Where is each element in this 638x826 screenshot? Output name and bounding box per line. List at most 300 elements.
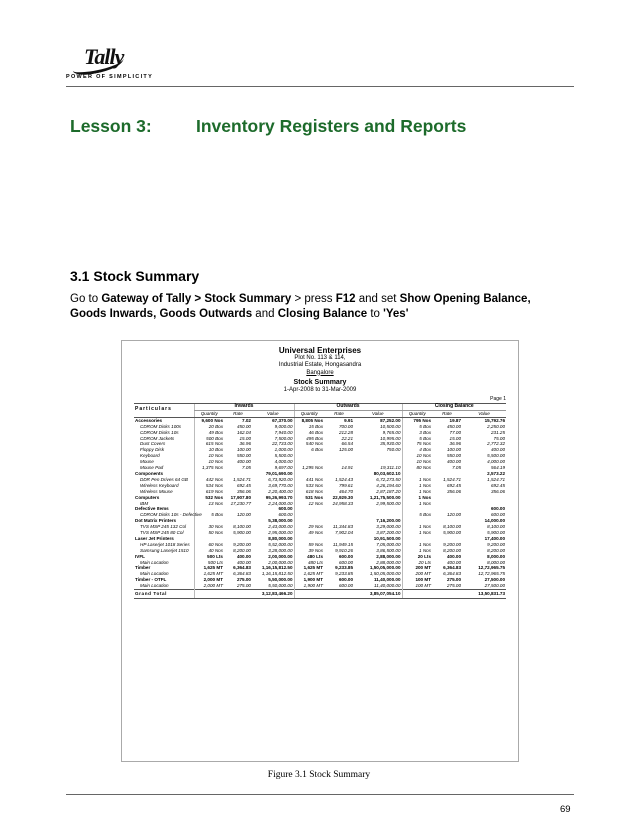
particulars-cell: CDROM Disks 10s - Defective [140,512,202,518]
particulars-cell: Timber [135,565,151,571]
value-cell: 1,16,15,812.50 [261,565,293,571]
value-cell: 212.28 [338,429,354,435]
value-cell: 1 Nos [402,489,432,495]
particulars-cell: Laser Jet Printers [135,535,174,541]
value-cell: 35,930.00 [380,441,401,447]
value-cell: 1 Nos [402,495,432,501]
value-cell: 1,625 MT [194,571,224,577]
value-cell: 3,85,07,054.10 [354,590,402,599]
instruction-fragment: to [367,308,384,320]
value-cell: 5,50,000.00 [268,577,293,583]
value-cell: 95,26,993.70 [265,494,293,500]
particulars-cell: Mouse [140,459,154,465]
value-cell: 3,86,500.00 [376,547,401,553]
col-particulars: Particulars [134,404,194,418]
sub-value: Value [252,410,294,417]
value-cell: 600.00 [490,506,506,512]
value-cell: 1,625 MT [294,571,324,577]
sub-quantity: Quantity [402,410,432,417]
value-cell: 500 Lts [194,560,224,566]
sub-rate: Rate [224,410,252,417]
group-inwards: Inwards [194,404,294,411]
sub-rate: Rate [432,410,462,417]
report-city: Bangalore [306,369,334,376]
value-cell: 464.70 [338,488,354,494]
instruction-fragment: 'Yes' [383,308,409,320]
value-cell: 2,20,400.00 [268,488,293,494]
value-cell: 80 Nos [402,465,432,471]
value-cell: 8,000.00 [487,553,506,559]
value-cell: 1,375 Nos [194,465,224,471]
value-cell: 550.00 [446,453,462,459]
value-cell: 4,000.00 [487,459,506,465]
value-cell: 600.00 [338,583,354,589]
value-cell: 15 Box [294,424,324,430]
value-cell: 692.45 [236,482,251,488]
logo-tagline: POWER OF SIMPLICITY [66,74,154,80]
value-cell: 39 Nos [294,548,324,554]
value-cell: 10 Nos [402,453,432,459]
value-cell: 36.96 [239,441,251,447]
value-cell: 2,88,000.00 [376,559,401,565]
value-cell: 1,625 MT [194,565,224,571]
value-cell: 400.00 [236,459,251,465]
particulars-cell: Computers [135,494,160,500]
value-cell: 15.00 [239,435,251,441]
value-cell: 495 Box [294,436,324,442]
value-cell: 5 Box [402,512,432,518]
value-cell: 8,200.00 [487,547,506,553]
value-cell: 9,200.00 [487,541,506,547]
page-number: 69 [560,804,571,815]
value-cell: 1 Nos [402,542,432,548]
value-cell: 9,233.85 [335,571,354,577]
value-cell: 75.00 [493,435,506,441]
value-cell: 1 Nos [402,501,432,507]
particulars-cell: Mouse Pad [140,465,164,471]
value-cell: 6,73,920.00 [268,476,293,482]
particulars-cell: Grand Total [134,590,194,599]
sub-rate: Rate [324,410,354,417]
grand-total-row [134,590,506,599]
sub-value: Value [354,410,402,417]
value-cell: 799.61 [338,482,354,488]
value-cell: 8,200.00 [443,547,462,553]
value-cell: 77.00 [449,429,462,435]
value-cell: 8,80,000.00 [268,535,293,541]
value-cell: 1,50,05,000.00 [369,565,401,571]
report-period: 1-Apr-2008 to 31-Mar-2009 [283,386,357,393]
value-cell: 10 Nos [194,459,224,465]
value-cell: 275.00 [446,583,462,589]
value-cell: 275.00 [236,583,251,589]
value-cell: 49 Box [194,430,224,436]
report-address-2: Industrial Estate, Hongasandra [278,362,362,368]
value-cell: 400.00 [446,559,462,565]
value-cell: 480 Lts [294,554,324,560]
report-header [134,347,506,394]
value-cell: 12,72,965.75 [478,565,506,571]
value-cell: 22,733.00 [272,441,293,447]
value-cell: 46 Box [294,430,324,436]
value-cell: 6,364.83 [443,565,462,571]
value-cell: 5 Box [402,436,432,442]
value-cell: 9,765.00 [382,429,401,435]
value-cell: 2,000 MT [194,583,224,589]
value-cell [402,590,432,599]
value-cell: 49 Nos [294,530,324,536]
value-cell: 5,900.00 [443,530,462,536]
particulars-cell: TVS MSP 245 80 Col [140,530,184,536]
value-cell: 480 Lts [294,560,324,566]
value-cell: 5,900.00 [233,530,251,536]
value-cell: 17,400.00 [484,535,506,541]
value-cell: 3,69,770.00 [268,482,293,488]
particulars-cell: Defective Items [135,506,169,512]
value-cell: 400.00 [446,553,462,559]
value-cell: 1,16,15,812.50 [261,571,293,577]
value-cell: 400.00 [490,447,506,453]
footer-divider [66,794,574,795]
value-cell: 1,295 Nos [294,465,324,471]
value-cell: 5,38,000.00 [268,518,293,524]
value-cell: 5,500.00 [487,453,506,459]
value-cell: 100.00 [446,447,462,453]
particulars-cell: Main Location [140,583,169,589]
value-cell: 11,949.15 [332,541,354,547]
value-cell: 3,28,000.00 [268,547,293,553]
value-cell: 22,929.30 [332,494,354,500]
value-cell: 2,772.32 [487,441,506,447]
value-cell: 59 Nos [294,542,324,548]
value-cell: 27,500.00 [484,577,506,583]
value-cell: 27,500.00 [484,583,506,589]
particulars-cell: Main Location [140,571,169,577]
particulars-cell: Components [135,470,164,476]
particulars-cell: Floppy Disk [140,447,164,453]
particulars-cell: TVS MSP 245 132 Col [140,524,187,530]
instruction-fragment: > press [291,293,336,305]
value-cell: 3,12,83,466.20 [252,590,294,599]
particulars-cell: DDR Pen Drives 64 GB [140,476,188,482]
value-cell: 19.87 [449,417,462,423]
report-title: Stock Summary [293,379,347,386]
value-cell: 9,697.00 [274,465,293,471]
value-cell: 13 Nos [194,501,224,507]
value-cell: 450.00 [446,423,462,429]
value-cell [224,590,252,599]
value-cell: 540 Nos [294,441,324,447]
value-cell: 442 Nos [194,477,224,483]
value-cell: 356.06 [490,488,506,494]
value-cell: 275.00 [236,577,251,583]
group-outwards: Outwards [294,404,402,411]
value-cell: 200 MT [402,565,432,571]
value-cell: 400.00 [236,559,251,565]
value-cell: 8,100.00 [233,524,251,530]
value-cell: 11,344.83 [332,524,354,530]
value-cell: 1 Nos [402,530,432,536]
value-cell: 2,000 MT [194,577,224,583]
value-cell: 7,16,200.00 [376,518,401,524]
value-cell: 692.45 [446,482,462,488]
value-cell: 7,902.04 [335,530,354,536]
value-cell: 600.00 [338,559,354,565]
value-cell: 7,940.00 [274,429,293,435]
value-cell: 87,252.00 [380,417,401,423]
value-cell: 1,50,05,000.00 [369,571,401,577]
value-cell: 619 Nos [194,489,224,495]
value-cell: 2,573.22 [487,470,506,476]
value-cell: 24,958.33 [332,500,354,506]
value-cell: 533 Nos [294,483,324,489]
value-cell: 400.00 [236,553,251,559]
value-cell [294,590,324,599]
value-cell: 8,100.00 [487,524,506,530]
particulars-cell: Wireless Mouse [140,488,173,494]
value-cell: 17,230.77 [230,500,251,506]
instruction-fragment: and [252,308,278,320]
value-cell: 1,21,75,500.00 [369,494,401,500]
value-cell: 20 Lts [402,560,432,566]
particulars-cell: CDROM Disks 100s [140,423,182,429]
value-cell: 79,01,690.00 [265,470,293,476]
value-cell: 15.00 [449,435,462,441]
value-cell: 6,364.83 [233,565,251,571]
value-cell: 66.54 [341,441,354,447]
value-cell: 564.19 [490,465,506,471]
value-cell: 10,995.00 [380,435,401,441]
instruction-fragment: Show Opening Balance, Goods Inwards, Goods Outwards [70,293,531,320]
particulars-cell: Samsung Laserjet 1510 [140,547,189,553]
value-cell: 100 MT [402,577,432,583]
value-cell: 10,91,500.00 [373,535,401,541]
value-cell: 1 Nos [402,483,432,489]
value-cell: 29 Nos [294,524,324,530]
value-cell: 9,200.00 [443,541,462,547]
particulars-cell: CDROM Jackets [140,435,175,441]
instruction-fragment: Gateway of Tally > Stock Summary [101,293,292,305]
value-cell: 10 Nos [402,459,432,465]
particulars-cell: IVFL [135,553,145,559]
value-cell: 200 MT [402,571,432,577]
lesson-number: Lesson 3: [70,116,152,136]
value-cell: 2,24,000.00 [268,500,293,506]
value-cell: 100.00 [236,447,251,453]
value-cell: 1,524.43 [335,476,354,482]
particulars-cell: IBM [140,500,149,506]
value-cell: 5,52,000.00 [268,541,293,547]
value-cell: 532 Nos [194,495,224,501]
particulars-cell: HP Laserjet 1018 Series [140,541,190,547]
value-cell: 120.00 [446,512,462,518]
value-cell: 5,50,000.00 [268,583,293,589]
value-cell: 8,805 Nos [294,417,324,423]
value-cell: 500 Box [194,436,224,442]
value-cell: 8,200.00 [233,547,251,553]
value-cell: 531 Nos [294,495,324,501]
particulars-cell: Keyboard [140,453,160,459]
value-cell: 5,900.00 [487,530,506,536]
value-cell: 13,50,831.73 [462,590,506,599]
value-cell: 618 Nos [294,489,324,495]
value-cell: 7.05 [452,465,462,471]
value-cell: 600.00 [338,577,354,583]
value-cell: 11,40,000.00 [374,583,401,589]
value-cell: 12 Nos [294,501,324,507]
value-cell: 600.00 [338,553,354,559]
value-cell: 100 MT [402,583,432,589]
value-cell: 3 Box [402,430,432,436]
value-cell: 2,250.00 [487,423,506,429]
value-cell: 125.00 [338,447,354,453]
value-cell: 1,900 MT [294,583,324,589]
value-cell: 2,43,000.00 [268,524,293,530]
value-cell: 2,99,500.00 [376,500,401,506]
group-closing-balance: Closing Balance [402,404,506,411]
value-cell: 6,364.83 [233,571,251,577]
lesson-name: Inventory Registers and Reports [196,116,467,136]
value-cell: 19,311.10 [380,465,401,471]
value-cell: 60 Nos [194,542,224,548]
value-cell: 8,000.00 [487,559,506,565]
sub-quantity: Quantity [294,410,324,417]
value-cell: 795 Nos [402,417,432,423]
figure-caption: Figure 3.1 Stock Summary [267,770,371,780]
tally-logo [66,44,186,84]
value-cell: 7.02 [242,417,251,423]
instruction-fragment: and set [355,293,400,305]
header-divider [66,86,574,87]
logo-wordmark: Tally [84,44,124,69]
value-cell: 30 Nos [194,524,224,530]
value-cell: 534 Nos [194,483,224,489]
value-cell: 6 Box [294,447,324,453]
lesson-title [70,116,466,137]
value-cell: 40 Nos [194,548,224,554]
value-cell: 11,40,000.00 [373,577,401,583]
value-cell: 1,524.71 [443,476,462,482]
value-cell: 600.00 [278,512,293,518]
value-cell: 450.00 [236,423,251,429]
value-cell: 1,524.71 [487,476,506,482]
report-address-1: Plot No. 113 & 114, [294,354,346,361]
particulars-cell: Dust Covers [140,441,166,447]
value-cell: 67,370.00 [272,417,293,423]
value-cell: 2,95,000.00 [268,530,293,536]
value-cell: 6,364.83 [443,571,462,577]
value-cell: 275.00 [446,577,462,583]
particulars-cell: CDROM Disks 10s [140,429,179,435]
value-cell: 750.00 [386,447,401,453]
value-cell: 1,000.00 [274,447,293,453]
value-cell: 9,910.26 [335,547,354,553]
value-cell: 20 Lts [402,554,432,560]
particulars-cell: Timber - OTFL [135,577,167,583]
value-cell: 9,200.00 [233,541,251,547]
stock-summary-table [134,403,506,599]
value-cell: 1 Nos [402,477,432,483]
value-cell: 14,000.00 [484,518,506,524]
value-cell: 8,100.00 [443,524,462,530]
report-company: Universal Enterprises [278,346,362,355]
value-cell: 6,72,273.50 [376,476,401,482]
value-cell: 1,625 MT [294,565,324,571]
value-cell: 3,87,200.00 [376,530,401,536]
value-cell: 500 Lts [194,554,224,560]
value-cell: 4,000.00 [274,459,293,465]
table-row [134,542,506,548]
value-cell: 231.25 [490,429,506,435]
section-instruction [70,292,570,322]
value-cell: 20 Box [194,424,224,430]
report-page: Page 1 [490,396,506,402]
value-cell: 9,000.00 [274,423,293,429]
stock-summary-figure [121,340,519,762]
instruction-fragment: Closing Balance [277,308,368,320]
value-cell: 1,900 MT [294,577,324,583]
value-cell: 356.06 [236,488,251,494]
value-cell: 692.45 [490,482,506,488]
value-cell: 1,524.71 [233,476,251,482]
value-cell: 5 Box [402,424,432,430]
value-cell: 7,500.00 [274,435,293,441]
value-cell: 80,03,602.10 [373,470,401,476]
value-cell: 3,29,000.00 [376,524,401,530]
instruction-fragment: Go to [70,293,102,305]
value-cell: 600.00 [490,512,506,518]
value-cell: 7,05,000.00 [376,541,401,547]
value-cell: 50 Nos [194,530,224,536]
value-cell: 15,792.76 [484,417,506,423]
value-cell: 4,26,194.60 [376,482,401,488]
particulars-cell: Accessories [135,417,163,423]
value-cell: 36.96 [449,441,462,447]
value-cell: 17,907.80 [230,494,251,500]
value-cell: 2,00,000.00 [268,553,293,559]
value-cell: 2,88,000.00 [376,553,401,559]
sub-quantity: Quantity [194,410,224,417]
value-cell: 600.00 [278,506,293,512]
particulars-cell: Dot Matrix Printers [135,518,177,524]
value-cell: 441 Nos [294,477,324,483]
value-cell: 1 Nos [402,524,432,530]
value-cell: 10 Box [194,447,224,453]
value-cell: 12,72,965.75 [478,571,506,577]
value-cell: 5,500.00 [274,453,293,459]
value-cell [432,590,462,599]
particulars-cell: Main Location [140,559,169,565]
value-cell: 9,233.85 [335,565,354,571]
instruction-fragment: F12 [335,293,356,305]
value-cell: 700.00 [338,423,354,429]
value-cell: 75 Nos [402,441,432,447]
value-cell: 356.06 [446,488,462,494]
value-cell: 2,87,187.20 [376,488,401,494]
value-cell: 162.04 [236,429,251,435]
value-cell: 14.91 [341,465,354,471]
value-cell: 5 Box [194,512,224,518]
value-cell: 615 Nos [194,441,224,447]
section-heading: 3.1 Stock Summary [70,268,200,284]
value-cell: 4 Box [402,447,432,453]
value-cell: 550.00 [236,453,251,459]
value-cell: 9.91 [344,417,354,423]
value-cell: 10 Nos [194,453,224,459]
sub-value: Value [462,410,506,417]
value-cell: 400.00 [446,459,462,465]
value-cell: 10,500.00 [380,423,401,429]
